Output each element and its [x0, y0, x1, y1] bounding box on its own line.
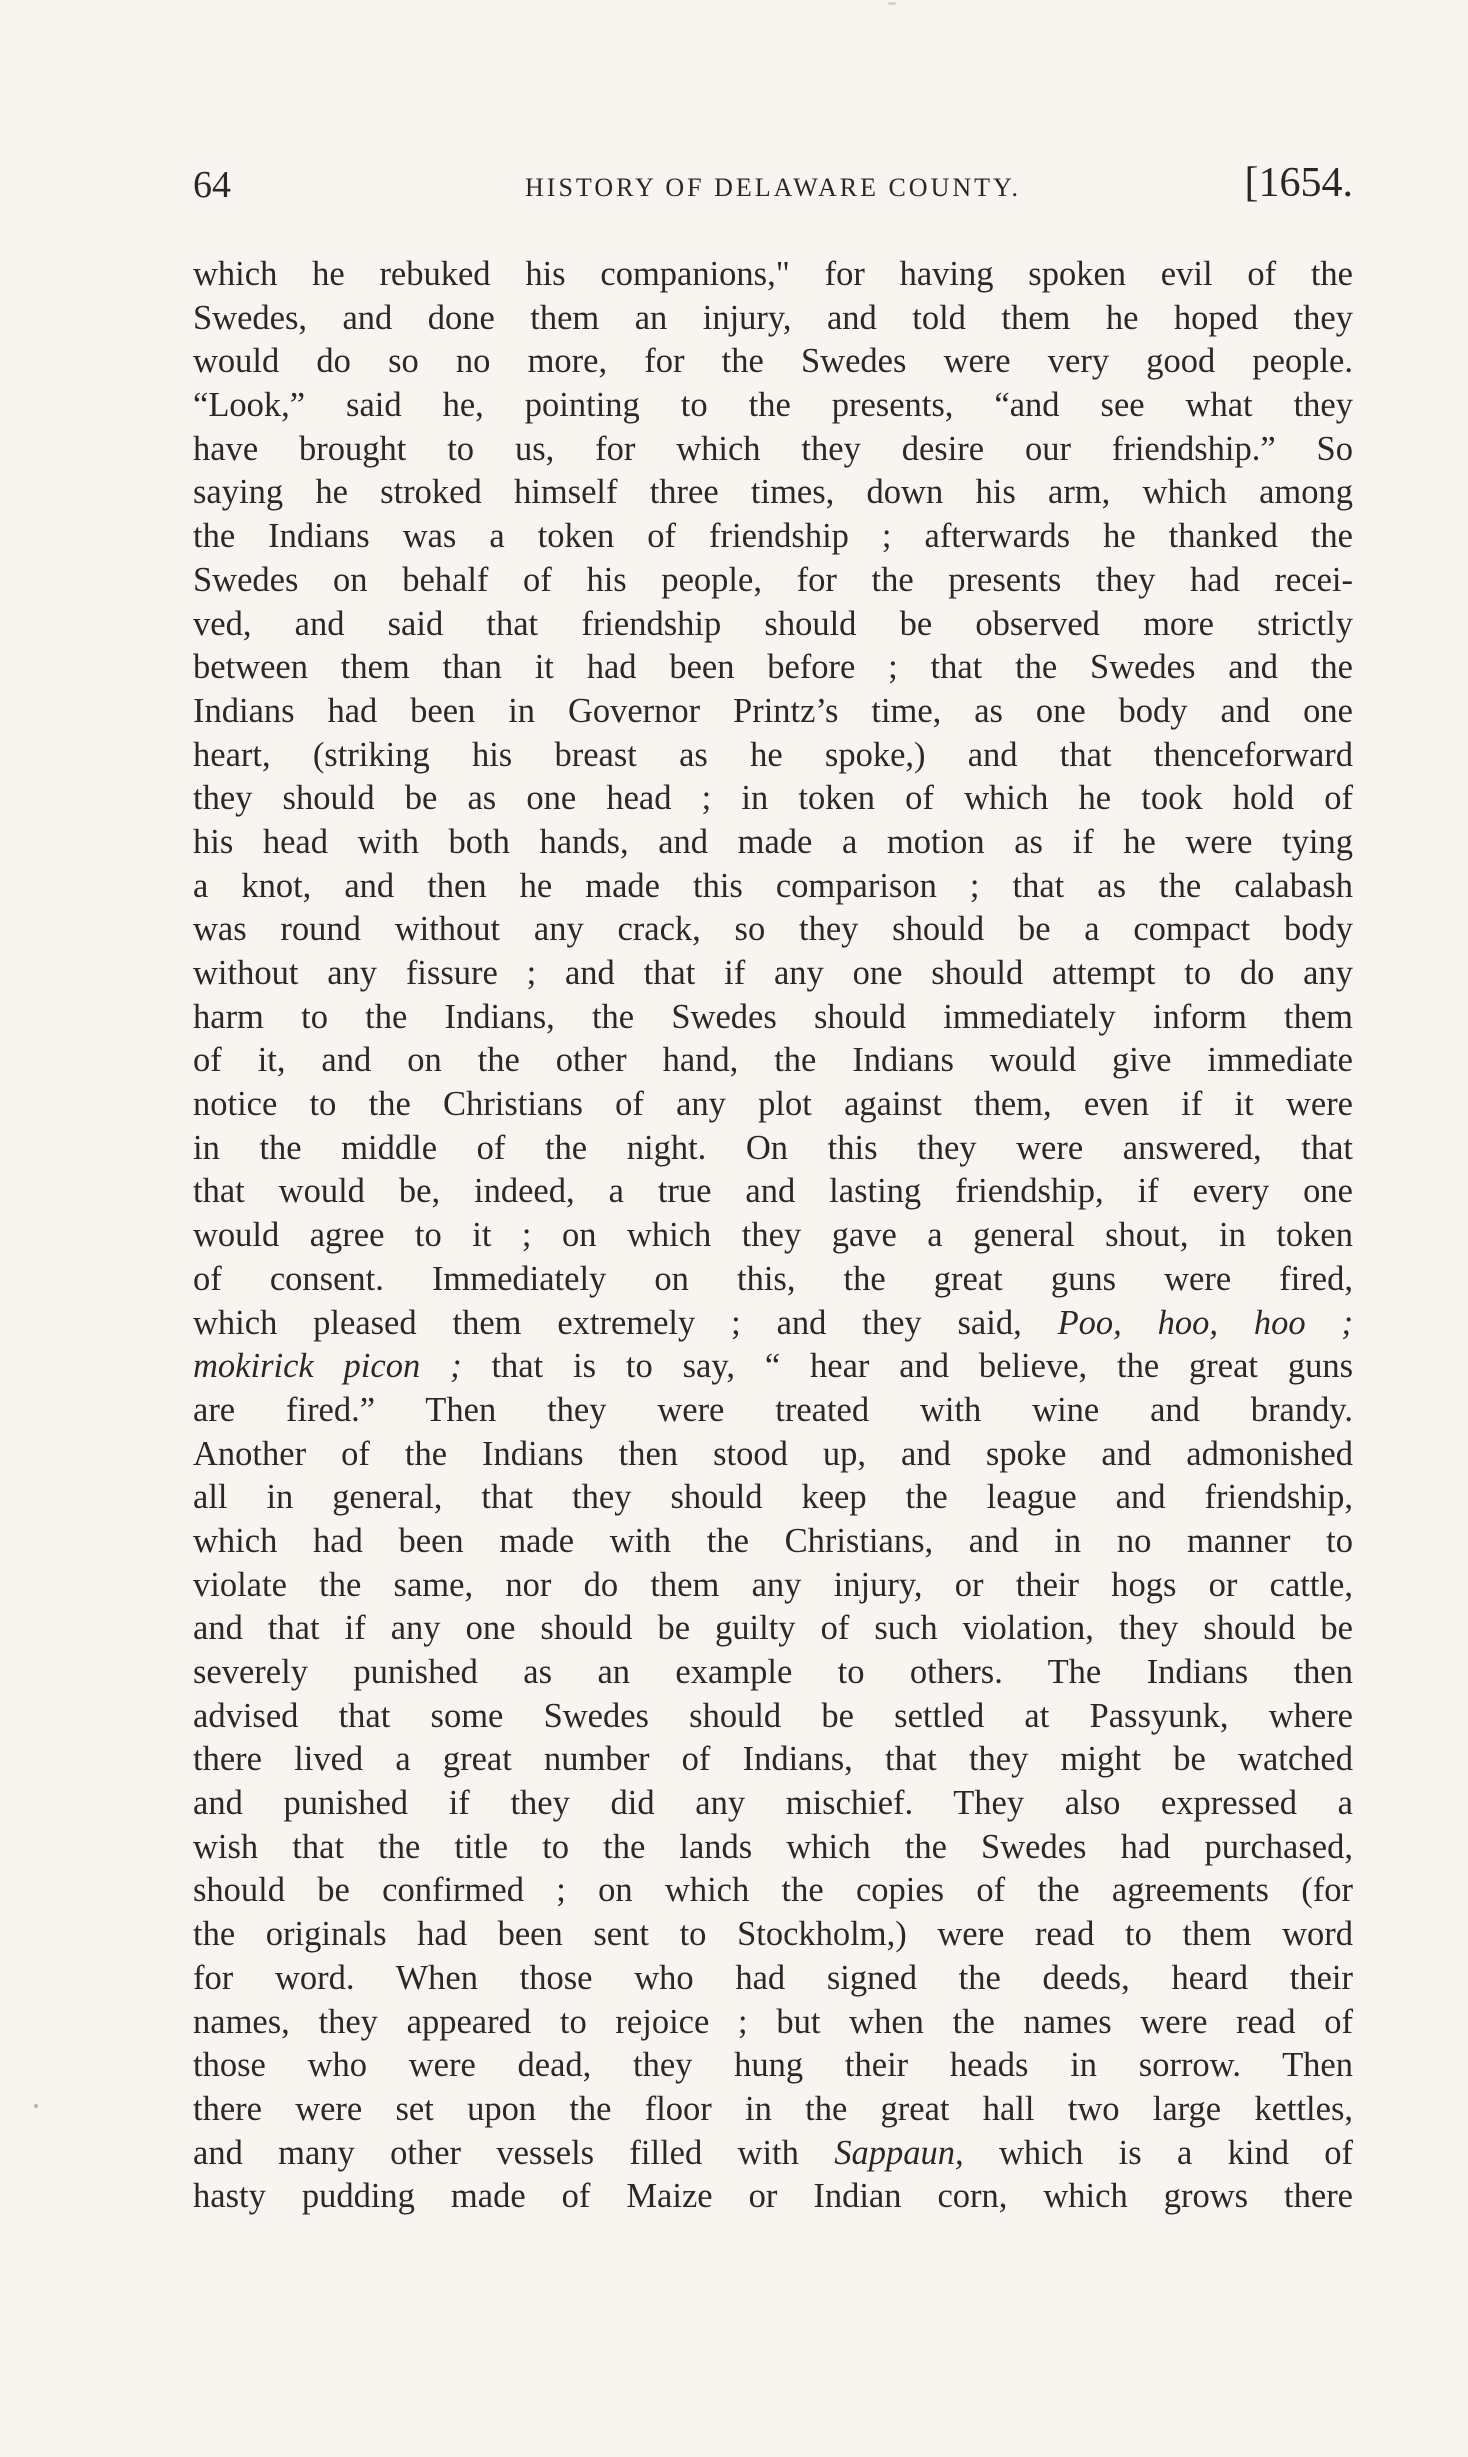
- text-line: the Indians was a token of friendship ; afterwards he thanked the: [193, 517, 1353, 556]
- text-line: hasty pudding made of Maize or Indian corn, which grows there: [193, 2177, 1353, 2216]
- text-line: “Look,” said he, pointing to the presents, “and see what they: [193, 386, 1353, 425]
- text-line: Swedes, and done them an injury, and told them he hoped they: [193, 298, 1353, 337]
- text-line: there lived a great number of Indians, that they might be watched: [193, 1740, 1353, 1779]
- text-line: Swedes on behalf of his people, for the presents they had recei-: [193, 560, 1353, 599]
- text-line: of consent. Immediately on this, the great guns were fired,: [193, 1259, 1353, 1298]
- line-segment: which is a kind of: [998, 2133, 1354, 2172]
- text-line: which had been made with the Christians, and in no manner to: [193, 1521, 1353, 1560]
- text-line: ved, and said that friendship should be observed more strictly: [193, 604, 1353, 643]
- text-line: between them than it had been before ; that the Swedes and the: [193, 648, 1353, 687]
- text-line: a knot, and then he made this comparison ; that as the calabash: [193, 866, 1353, 905]
- text-line: there were set upon the floor in the great hall two large kettles,: [193, 2089, 1353, 2128]
- italic-phrase: mokirick picon ;: [193, 1347, 462, 1386]
- page-header: [193, 160, 1353, 215]
- text-line: are fired.” Then they were treated with wine and brandy.: [193, 1390, 1353, 1429]
- text-line: [193, 1302, 1353, 1346]
- text-line: all in general, that they should keep the league and friendship,: [193, 1478, 1353, 1517]
- text-line: would agree to it ; on which they gave a general shout, in token: [193, 1216, 1353, 1255]
- text-line: was round without any crack, so they should be a compact body: [193, 910, 1353, 949]
- line-segment: that is to say, “ hear and believe, the great guns: [491, 1347, 1354, 1386]
- body-text: [193, 253, 1353, 2219]
- running-title: HISTORY OF DELAWARE COUNTY.: [525, 173, 1021, 202]
- text-line: of it, and on the other hand, the Indians would give immediate: [193, 1041, 1353, 1080]
- text-line: that would be, indeed, a true and lasting friendship, if every one: [193, 1172, 1353, 1211]
- text-line: in the middle of the night. On this they were answered, that: [193, 1128, 1353, 1167]
- text-line: the originals had been sent to Stockholm,) were read to them word: [193, 1915, 1353, 1954]
- text-line: which he rebuked his companions," for having spoken evil of the: [193, 255, 1353, 293]
- italic-phrase: Sappaun,: [834, 2133, 964, 2172]
- line-segment: and many other vessels filled with: [193, 2133, 799, 2172]
- text-line: would do so no more, for the Swedes were very good people.: [193, 342, 1353, 381]
- line-segment: which pleased them extremely ; and they said,: [193, 1303, 1022, 1342]
- italic-phrase: Poo, hoo, hoo ;: [1057, 1303, 1353, 1342]
- text-line: without any fissure ; and that if any one should attempt to do any: [193, 954, 1353, 992]
- text-line: they should be as one head ; in token of which he took hold of: [193, 779, 1353, 818]
- text-line: and that if any one should be guilty of such violation, they should be: [193, 1609, 1353, 1648]
- text-line: names, they appeared to rejoice ; but when the names were read of: [193, 2002, 1353, 2041]
- text-line: Another of the Indians then stood up, and spoke and admonished: [193, 1434, 1353, 1473]
- text-line: Indians had been in Governor Printz’s time, as one body and one: [193, 691, 1353, 730]
- text-line: violate the same, nor do them any injury, or their hogs or cattle,: [193, 1565, 1353, 1604]
- header-year: [1654.: [1244, 160, 1353, 206]
- text-line: his head with both hands, and made a motion as if he were tying: [193, 822, 1353, 861]
- page-number: 64: [193, 164, 231, 206]
- margin-dot: [34, 2104, 38, 2108]
- text-line: should be confirmed ; on which the copies of the agreements (for: [193, 1871, 1353, 1910]
- text-line: saying he stroked himself three times, down his arm, which among: [193, 473, 1353, 512]
- text-line: wish that the title to the lands which the Swedes had purchased,: [193, 1827, 1353, 1866]
- text-line: [193, 1345, 1353, 1389]
- text-line: and punished if they did any mischief. They also expressed a: [193, 1784, 1353, 1823]
- text-line: heart, (striking his breast as he spoke,) and that thenceforward: [193, 735, 1353, 774]
- text-line: notice to the Christians of any plot against them, even if it were: [193, 1085, 1353, 1124]
- paper-speck: [888, 2, 896, 5]
- text-line: for word. When those who had signed the deeds, heard their: [193, 1958, 1353, 1997]
- text-line: [193, 2132, 1353, 2176]
- text-line: advised that some Swedes should be settled at Passyunk, where: [193, 1696, 1353, 1735]
- text-line: harm to the Indians, the Swedes should immediately inform them: [193, 997, 1353, 1036]
- text-line: severely punished as an example to others. The Indians then: [193, 1653, 1353, 1691]
- text-line: those who were dead, they hung their heads in sorrow. Then: [193, 2046, 1353, 2085]
- text-line: have brought to us, for which they desire our friendship.” So: [193, 429, 1353, 468]
